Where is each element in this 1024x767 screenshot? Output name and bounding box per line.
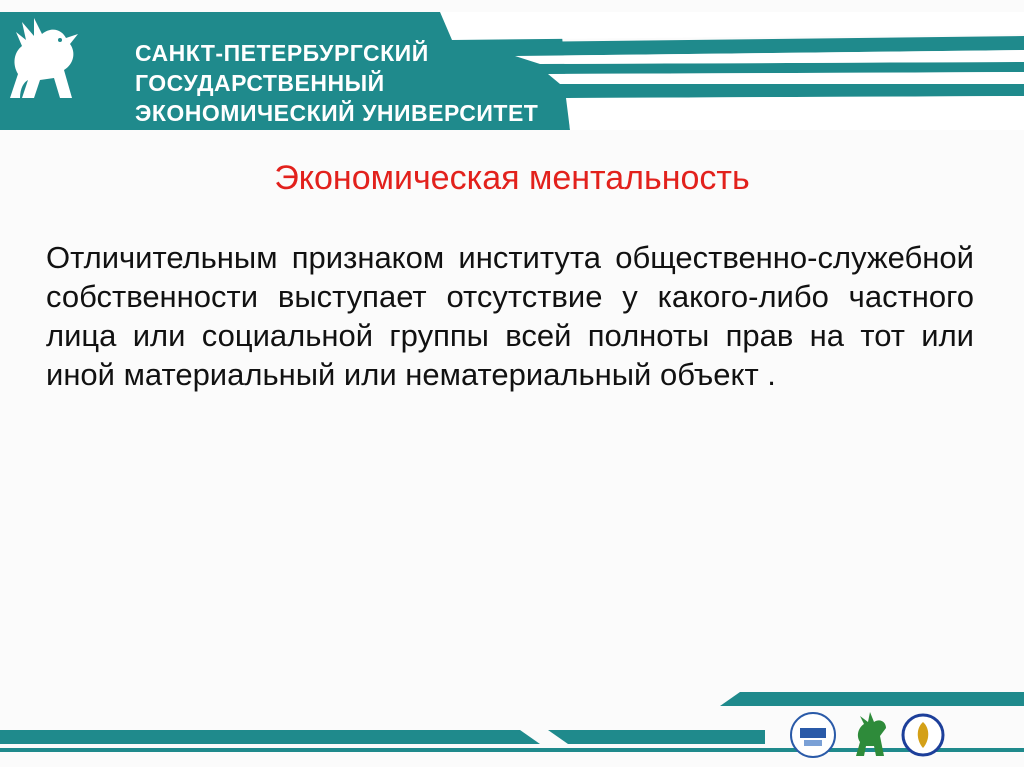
university-line-3: ЭКОНОМИЧЕСКИЙ УНИВЕРСИТЕТ	[135, 100, 539, 126]
header-band	[0, 12, 1024, 130]
university-line-2: ГОСУДАРСТВЕННЫЙ	[135, 70, 385, 96]
griffin-icon	[0, 12, 86, 102]
university-line-1: САНКТ-ПЕТЕРБУРГСКИЙ	[135, 40, 429, 66]
slide-title: Экономическая ментальность	[274, 159, 750, 197]
griffin-small-icon	[850, 710, 890, 760]
partner-logo-3-icon	[900, 710, 946, 760]
slide-body-text: Отличительным признаком института общественно-служебной собственности выступает отсутствие у какого-либо частного лица или социальной группы всей полноты прав на тот или иной материальный или нематериальный объект .	[46, 240, 974, 392]
university-name	[135, 38, 538, 128]
footer-logos	[788, 710, 948, 760]
partner-logo-1-icon	[788, 710, 838, 760]
